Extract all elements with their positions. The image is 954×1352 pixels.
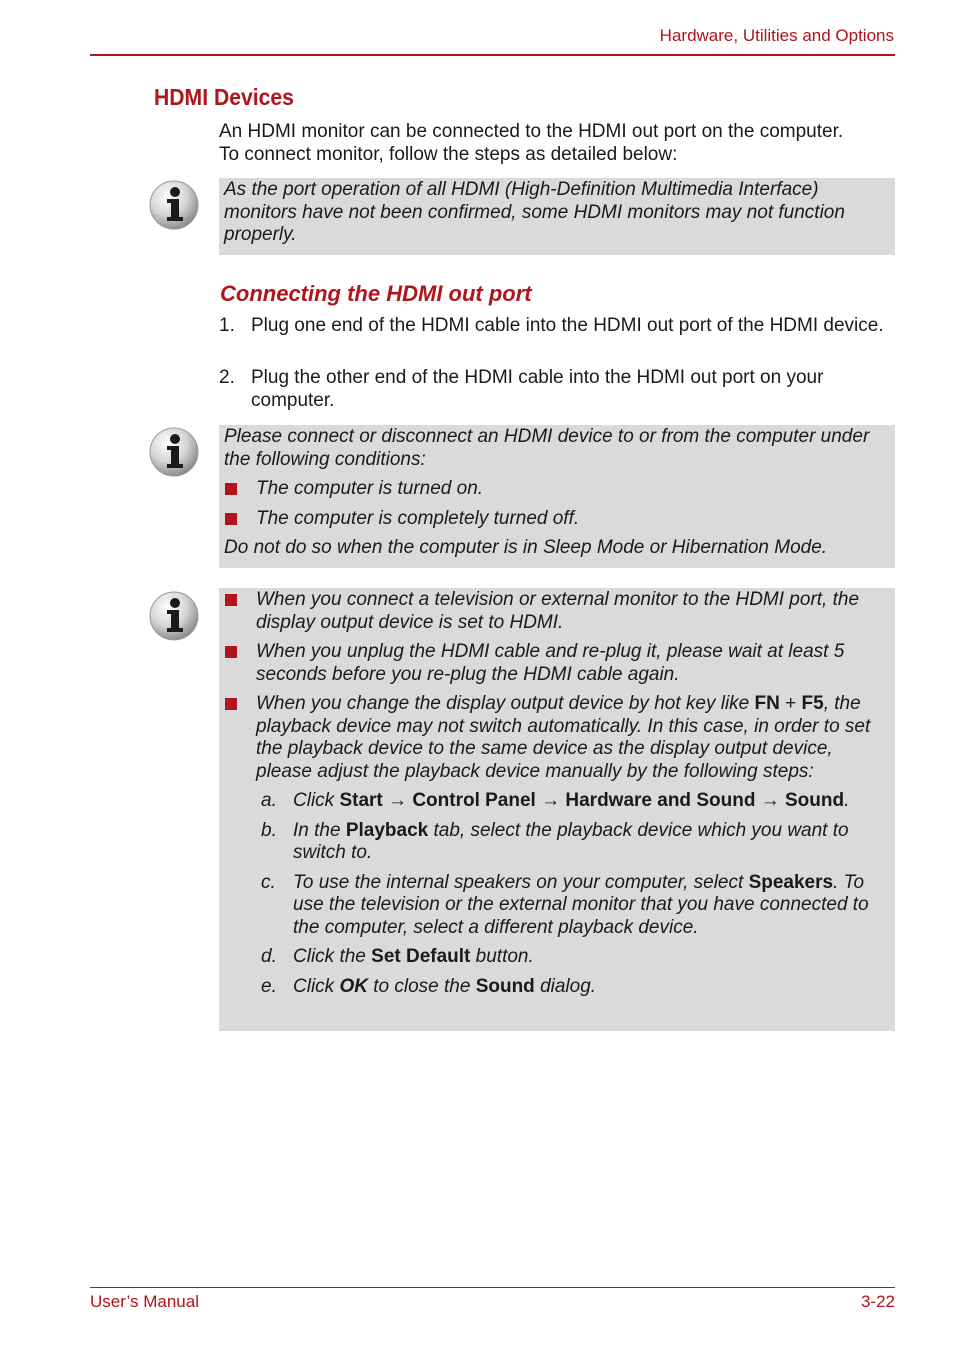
note-box-3 — [219, 588, 895, 1031]
footer-rule — [90, 1287, 895, 1288]
note-box-1 — [219, 178, 895, 255]
option-speakers: Speakers — [748, 871, 834, 893]
menu-hardware-and-sound: Hardware and Sound — [565, 790, 756, 811]
substep-text: . To use the television or the external monitor that you have connected to the computer, select a different playback device. — [293, 871, 869, 938]
bullet-text: , the playback device may not switch automatically. In this case, in order to set the playback device to the same device as the display output device, please adjust the playback device manually by the following steps: — [256, 693, 871, 782]
substep-text: In the — [293, 819, 346, 841]
subsection-title: Connecting the HDMI out port — [220, 281, 532, 306]
key-fn: FN — [754, 693, 780, 714]
footer-manual-title: User’s Manual — [90, 1292, 199, 1311]
menu-control-panel: Control Panel — [412, 790, 536, 811]
substep-a — [224, 790, 889, 813]
bullet-text: When you change the display output device by hot key like — [256, 693, 755, 714]
bullet-text: The computer is completely turned off. — [256, 507, 580, 529]
bullet-square-icon — [225, 594, 237, 606]
bullet-square-icon — [225, 646, 237, 658]
button-ok: OK — [339, 975, 368, 997]
bullet-text: When you connect a television or external monitor to the HDMI port, the display output device is set to HDMI. — [256, 589, 860, 633]
bullet-item — [224, 478, 889, 501]
substep-letter: a. — [261, 790, 277, 811]
plus-sign: + — [779, 693, 802, 714]
substep-c — [224, 872, 889, 940]
substep-letter: c. — [261, 871, 276, 893]
substep-text: Click the — [293, 946, 372, 967]
running-header: Hardware, Utilities and Options — [659, 26, 894, 45]
bullet-text: The computer is turned on. — [256, 478, 484, 499]
substep-text: to close the — [367, 975, 476, 997]
intro-line-1: An HDMI monitor can be connected to the HDMI out port on the computer. — [219, 121, 844, 142]
note-2-closing: Do not do so when the computer is in Sleep Mode or Hibernation Mode. — [224, 537, 828, 558]
substep-letter: b. — [261, 819, 277, 841]
key-f5: F5 — [801, 693, 824, 714]
bullet-square-icon — [225, 698, 237, 710]
bullet-item — [224, 693, 889, 783]
substep-text: To use the internal speakers on your computer, select — [293, 871, 749, 893]
substep-text: tab, select the playback device which you want to switch to. — [293, 819, 849, 863]
note-1-text: As the port operation of all HDMI (High-Definition Multimedia Interface) monitors have not been confirmed, some HDMI monitors may not function properly. — [224, 179, 845, 245]
substep-text: button. — [470, 946, 534, 967]
bullet-square-icon — [225, 483, 237, 495]
substep-b — [224, 820, 889, 865]
note-box-2 — [219, 425, 895, 568]
bullet-item — [224, 508, 889, 531]
tab-playback: Playback — [345, 819, 429, 841]
substep-text: . — [844, 790, 850, 811]
menu-sound: Sound — [784, 790, 845, 811]
note-2-intro: Please connect or disconnect an HDMI device to or from the computer under the following conditions: — [224, 426, 870, 470]
page-number: 3-22 — [860, 1292, 895, 1311]
bullet-item — [224, 641, 889, 686]
substep-letter: e. — [261, 975, 277, 997]
substep-text: dialog. — [534, 975, 597, 997]
step-number: 1. — [219, 315, 235, 336]
header-rule — [90, 54, 895, 56]
arrow-icon: → — [382, 790, 413, 811]
step-text: Plug one end of the HDMI cable into the HDMI out port of the HDMI device. — [251, 315, 884, 336]
bullet-square-icon — [225, 513, 237, 525]
substep-text: Click — [293, 975, 340, 997]
info-icon — [148, 426, 200, 478]
dialog-sound: Sound — [475, 975, 535, 997]
arrow-icon: → — [535, 790, 566, 811]
substep-text: Click — [293, 790, 340, 811]
substep-letter: d. — [261, 946, 277, 967]
bullet-text: When you unplug the HDMI cable and re-plug it, please wait at least 5 seconds before you re-plug the HDMI cable again. — [256, 641, 845, 685]
step-text: Plug the other end of the HDMI cable into the HDMI out port on your computer. — [251, 367, 824, 411]
arrow-icon: → — [755, 790, 785, 811]
bullet-item — [224, 589, 889, 634]
substep-d — [224, 946, 889, 969]
menu-start: Start — [339, 790, 383, 811]
step-number: 2. — [219, 367, 235, 388]
info-icon — [148, 179, 200, 231]
substep-e — [224, 976, 889, 999]
button-set-default: Set Default — [371, 946, 471, 967]
info-icon — [148, 590, 200, 642]
intro-line-2: To connect monitor, follow the steps as detailed below: — [219, 144, 678, 165]
section-title: HDMI Devices — [154, 84, 294, 110]
